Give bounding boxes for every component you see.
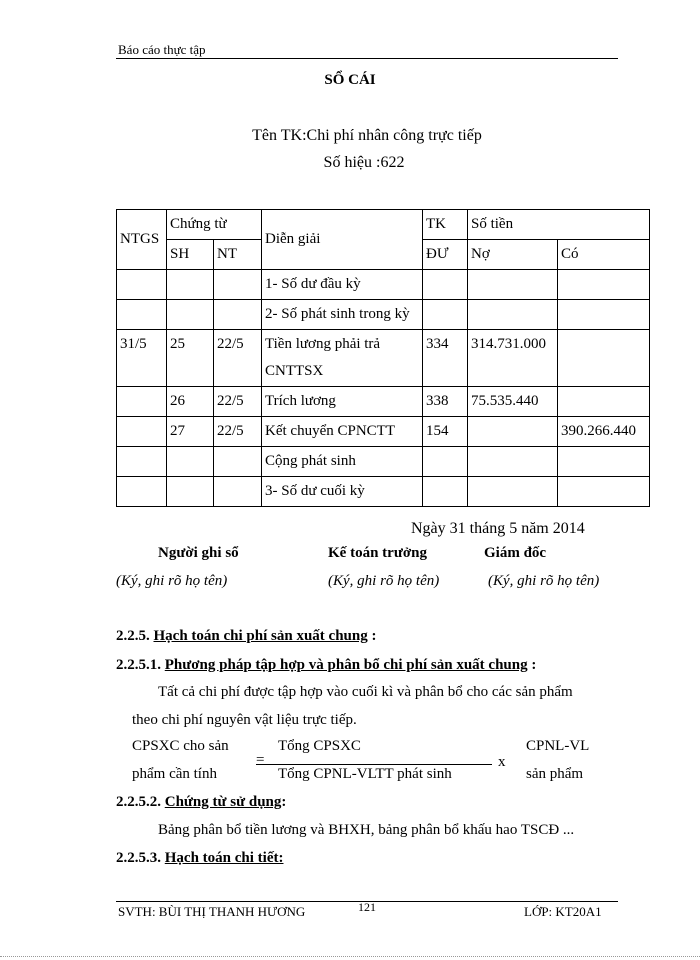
cell-sh: [167, 300, 214, 330]
page-title: SỔ CÁI: [324, 72, 376, 88]
table-row: [117, 417, 650, 447]
cell-ntgs: [117, 477, 167, 507]
section-suffix: :: [527, 657, 537, 673]
header-so-tien: Số tiền: [468, 210, 650, 240]
formula-left-top: CPSXC cho sản: [132, 738, 229, 754]
cell-desc: 1- Số dư đầu kỳ: [262, 270, 423, 300]
cell-sh: [167, 270, 214, 300]
cell-nt: [214, 300, 262, 330]
cell-tk: [423, 300, 468, 330]
cell-ntgs: [117, 447, 167, 477]
signature-title-chief-accountant: Kế toán trưởng: [328, 545, 427, 561]
cell-co: [558, 270, 650, 300]
cell-sh: 27: [167, 417, 214, 447]
cell-ntgs: [117, 300, 167, 330]
cell-no: [468, 300, 558, 330]
page-edge-divider: [0, 956, 700, 957]
cell-nt: 22/5: [214, 330, 262, 387]
account-name: Tên TK:Chi phí nhân công trực tiếp: [252, 127, 482, 144]
cell-ntgs: [117, 387, 167, 417]
cell-nt: [214, 270, 262, 300]
cell-tk: 334: [423, 330, 468, 387]
section-suffix: :: [367, 628, 377, 644]
cell-nt: 22/5: [214, 387, 262, 417]
table-row: [117, 270, 650, 300]
formula-denominator: Tổng CPNL-VLTT phát sinh: [278, 766, 452, 782]
formula-equals: =: [256, 752, 265, 768]
cell-sh: 26: [167, 387, 214, 417]
cell-no: 75.535.440: [468, 387, 558, 417]
footer-student: SVTH: BÙI THỊ THANH HƯƠNG: [118, 904, 306, 919]
page-number: 121: [358, 900, 376, 914]
cell-desc: 2- Số phát sinh trong kỳ: [262, 300, 423, 330]
cell-co: 390.266.440: [558, 417, 650, 447]
cell-tk: [423, 270, 468, 300]
cell-desc: Tiền lương phải trả CNTTSX: [262, 330, 423, 387]
cell-tk: [423, 447, 468, 477]
cell-sh: [167, 447, 214, 477]
cell-desc: Cộng phát sinh: [262, 447, 423, 477]
section-heading-225: [116, 628, 376, 645]
fraction-bar: [256, 764, 492, 765]
signature-note-recorder: (Ký, ghi rõ họ tên): [116, 573, 228, 589]
header-nt: NT: [214, 240, 262, 270]
cell-no: 314.731.000: [468, 330, 558, 387]
footer-class: LỚP: KT20A1: [524, 904, 602, 919]
formula-numerator: Tổng CPSXC: [278, 738, 361, 754]
formula-times: x: [498, 754, 506, 770]
cell-nt: [214, 477, 262, 507]
table-row: [117, 330, 650, 387]
header-dien-giai: Diễn giải: [262, 210, 423, 270]
header-ntgs: NTGS: [117, 210, 167, 270]
header-chung-tu: Chứng từ: [167, 210, 262, 240]
header-sh: SH: [167, 240, 214, 270]
cell-no: [468, 270, 558, 300]
table-row: [117, 387, 650, 417]
page-header: Báo cáo thực tập: [118, 42, 206, 57]
formula-right-bottom: sản phẩm: [526, 766, 584, 782]
table-row: [117, 447, 650, 477]
cell-no: [468, 447, 558, 477]
section-number: 2.2.5.1.: [116, 657, 161, 673]
signature-title-director: Giám đốc: [484, 545, 547, 561]
table-row: [117, 477, 650, 507]
account-code: Số hiệu :622: [323, 154, 405, 171]
section-suffix: :: [281, 794, 287, 810]
section-title: Hạch toán chi tiết:: [164, 850, 284, 866]
cell-desc: Trích lương: [262, 387, 423, 417]
cell-sh: [167, 477, 214, 507]
ledger-table: [116, 209, 650, 507]
cell-co: [558, 447, 650, 477]
cell-nt: 22/5: [214, 417, 262, 447]
cell-tk: 338: [423, 387, 468, 417]
cell-sh: 25: [167, 330, 214, 387]
cell-no: [468, 417, 558, 447]
section-title: Hạch toán chi phí sản xuất chung: [153, 628, 368, 644]
formula-left-bottom: phẩm cần tính: [132, 766, 217, 782]
cell-co: [558, 387, 650, 417]
cell-ntgs: [117, 417, 167, 447]
signature-note-chief-accountant: (Ký, ghi rõ họ tên): [328, 573, 440, 589]
header-co: Có: [558, 240, 650, 270]
table-row: [117, 300, 650, 330]
cell-ntgs: [117, 270, 167, 300]
section-number: 2.2.5.: [116, 628, 150, 644]
date-line: Ngày 31 tháng 5 năm 2014: [411, 520, 585, 537]
header-no: Nợ: [468, 240, 558, 270]
section-title: Phương pháp tập hợp và phân bổ chi phí sản xuất chung: [164, 657, 528, 673]
cell-co: [558, 477, 650, 507]
cell-desc: Kết chuyển CPNCTT: [262, 417, 423, 447]
formula-right-top: CPNL-VL: [526, 738, 590, 754]
cell-co: [558, 300, 650, 330]
cell-desc: 3- Số dư cuối kỳ: [262, 477, 423, 507]
signature-title-recorder: Người ghi sổ: [158, 545, 239, 561]
cell-ntgs: 31/5: [117, 330, 167, 387]
section-title: Chứng từ sử dụng: [164, 794, 282, 810]
cell-nt: [214, 447, 262, 477]
section-heading-2251: [116, 657, 536, 674]
header-du: ĐƯ: [423, 240, 468, 270]
paragraph-line-2: theo chi phí nguyên vật liệu trực tiếp.: [132, 712, 357, 728]
cell-tk: 154: [423, 417, 468, 447]
header-divider: [116, 58, 618, 59]
section-number: 2.2.5.3.: [116, 850, 161, 866]
section-heading-2252: [116, 794, 286, 811]
signature-note-director: (Ký, ghi rõ họ tên): [488, 573, 600, 589]
cell-co: [558, 330, 650, 387]
cell-no: [468, 477, 558, 507]
section-number: 2.2.5.2.: [116, 794, 161, 810]
paragraph-line-1: Tất cả chi phí được tập hợp vào cuối kì và phân bổ cho các sản phẩm: [158, 684, 573, 700]
header-tk: TK: [423, 210, 468, 240]
section-heading-2253: [116, 850, 283, 867]
paragraph-documents: Bảng phân bổ tiền lương và BHXH, bảng phân bổ khấu hao TSCĐ ...: [158, 822, 575, 838]
cell-tk: [423, 477, 468, 507]
